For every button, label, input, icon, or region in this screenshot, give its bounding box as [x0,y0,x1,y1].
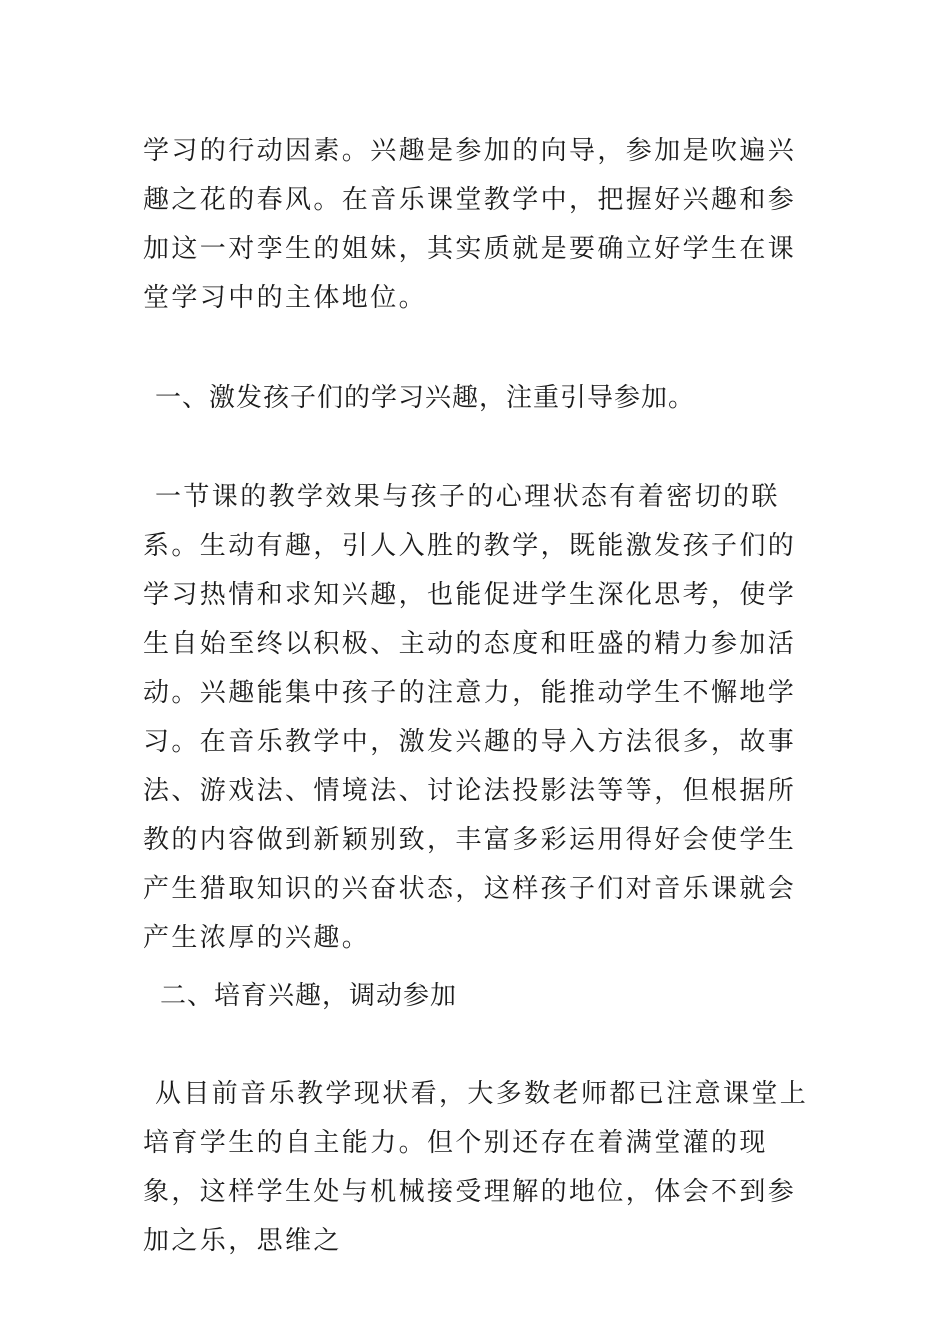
section-heading-1: 一、激发孩子们的学习兴趣，注重引导参加。 [155,383,696,413]
paragraph-section-1: 一节课的教学效果与孩子的心理状态有着密切的联系。生动有趣，引人入胜的教学，既能激发孩子们的学习热情和求知兴趣，也能促进学生深化思考，使学生自始至终以积极、主动的态度和旺盛的精力参加活动。兴趣能集中孩子的注意力，能推动学生不懈地学习。在音乐教学中，激发兴趣的导入方法很多，故事法、游戏法、情境法、讨论法投影法等等，但根据所教的内容做到新颖别致，丰富多彩运用得好会使学生产生猎取知识的兴奋状态，这样孩子们对音乐课就会产生浓厚的兴趣。 [143,482,797,953]
paragraph-section-2: 从目前音乐教学现状看，大多数老师都已注意课堂上培育学生的自主能力。但个别还存在着满堂灌的现象，这样学生处与机械接受理解的地位，体会不到参加之乐，思维之 [143,1079,809,1256]
paragraph-intro: 学习的行动因素。兴趣是参加的向导，参加是吹遍兴趣之花的春风。在音乐课堂教学中，把握好兴趣和参加这一对孪生的姐妹，其实质就是要确立好学生在课堂学习中的主体地位。 [143,136,797,313]
section-heading-2: 二、培育兴趣，调动参加 [160,981,458,1011]
